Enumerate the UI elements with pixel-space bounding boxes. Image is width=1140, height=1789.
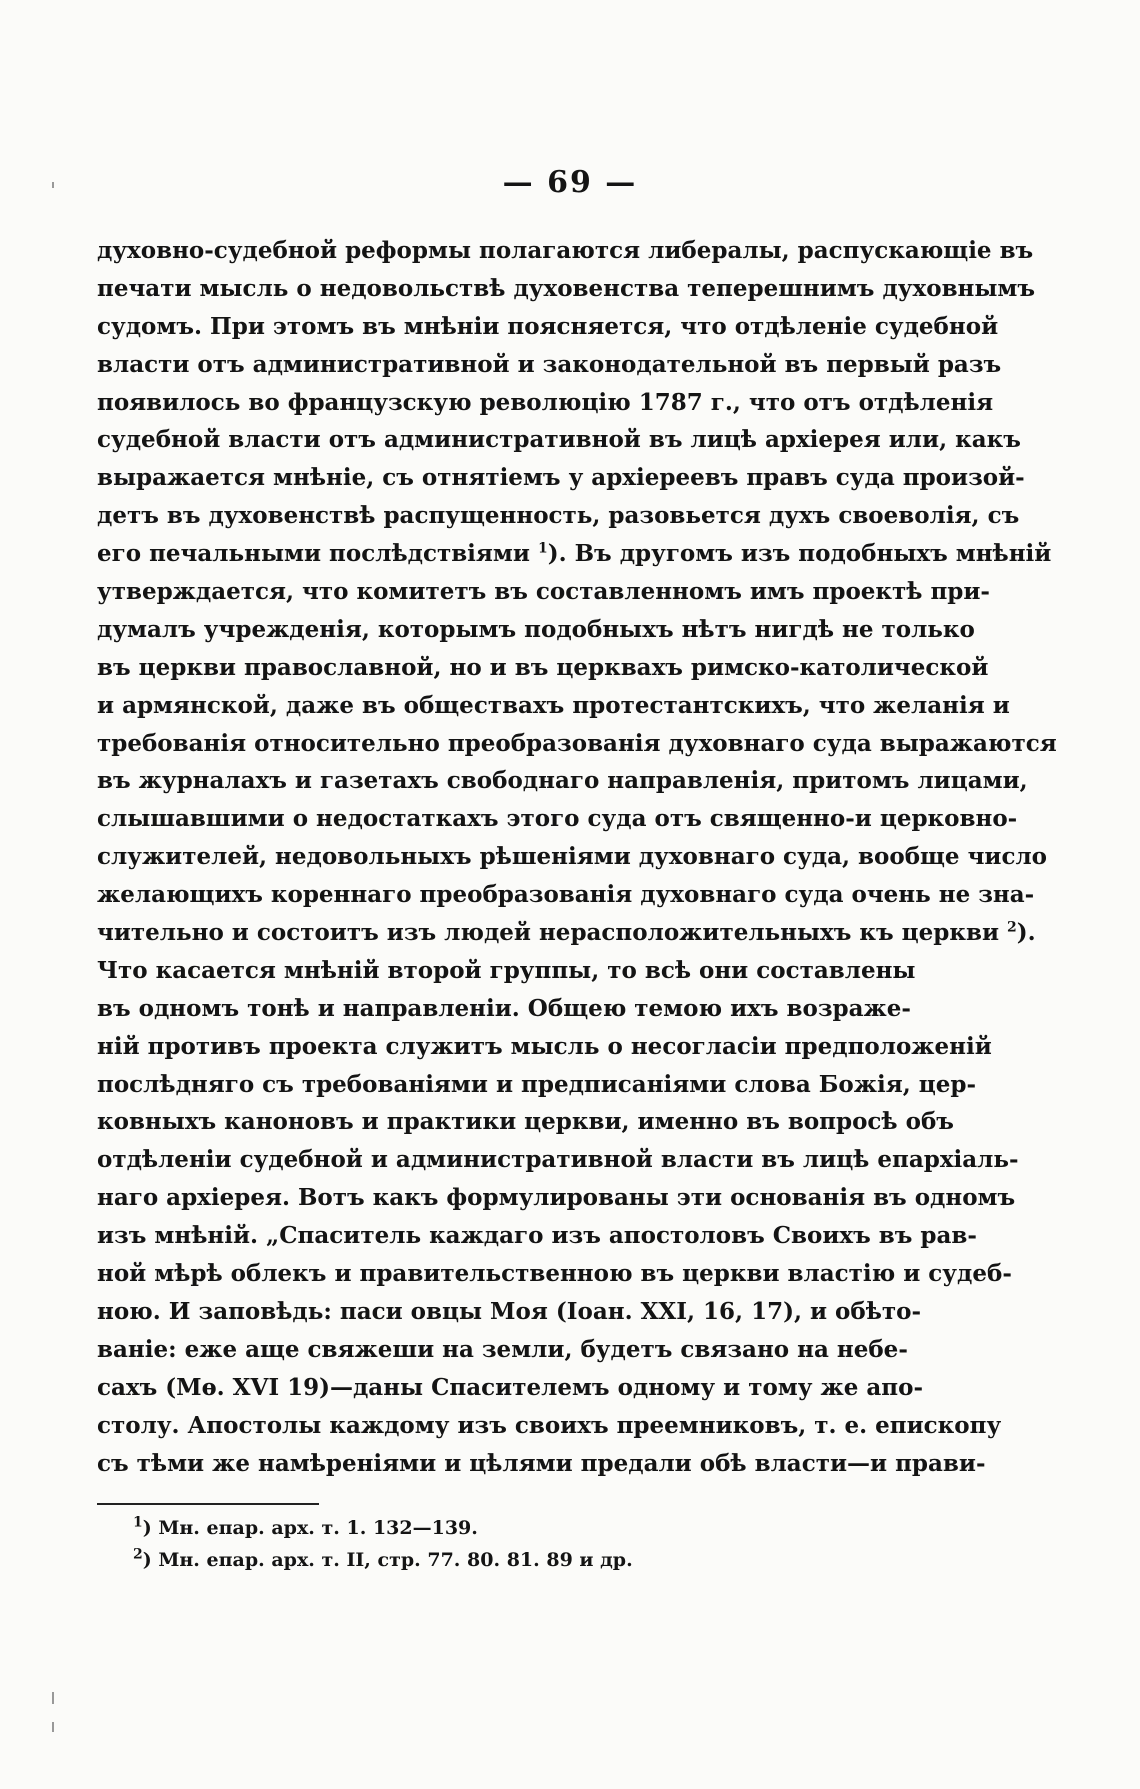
footnote-number: 1 [133,1514,143,1531]
text-fragment: ). [1016,919,1036,947]
text-line: требованія относительно преобразованія духовнаго суда выражаются [97,729,1057,757]
text-fragment: ). Въ другомъ изъ подобныхъ мнѣній [547,540,1052,568]
margin-speck [52,182,54,188]
footnote-divider [97,1503,319,1505]
footnote-2: $^2$) Мн. епар. арх. т. II, стр. 77. 80. 81. 89 и др. [133,1546,633,1571]
text-line: утверждается, что комитетъ въ составленномъ имъ проектѣ при- [97,578,990,606]
text-line: наго архіерея. Вотъ какъ формулированы эти основанія въ одномъ [97,1184,1016,1212]
text-line: думалъ учрежденія, которымъ подобныхъ нѣтъ нигдѣ не только [97,615,975,643]
footnote-1: $^1$) Мн. епар. арх. т. 1. 132—139. [133,1514,478,1539]
footnote-marker: 2 [1007,919,1017,936]
footnote-text: Мн. епар. арх. т. 1. 132—139. [158,1517,478,1539]
text-line: выражается мнѣніе, съ отнятіемъ у архіереевъ правъ суда произой- [97,464,1025,492]
footnote-number: 2 [133,1546,143,1563]
text-line: столу. Апостолы каждому изъ своихъ преемниковъ, т. е. епископу [97,1411,1002,1439]
footnote-marker: 1 [537,540,548,557]
text-line: съ тѣми же намѣреніями и цѣлями предали обѣ власти—и прави- [97,1449,986,1477]
text-line: послѣдняго съ требованіями и предписаніями слова Божія, цер- [97,1070,976,1098]
text-line: въ церкви православной, но и въ церквахъ римско-католической [97,653,989,681]
text-line: появилось во французскую революцію 1787 г., что отъ отдѣленія [97,388,994,416]
page-number: — 69 — [502,165,638,200]
text-line: ной мѣрѣ облекъ и правительственною въ церкви властію и судеб- [97,1260,1012,1288]
text-line: детъ въ духовенствѣ распущенность, разовьется духъ своеволія, съ [97,502,1020,530]
text-line: ною. И заповѣдь: паси овцы Моя (Іоан. XXI, 16, 17), и обѣто- [97,1297,922,1325]
text-line: печати мысль о недовольствѣ духовенства теперешнимъ духовнымъ [97,274,1036,302]
text-line: въ журналахъ и газетахъ свободнаго направленія, притомъ лицами, [97,767,1028,795]
text-line: отдѣленіи судебной и административной власти въ лицѣ епархіаль- [97,1146,1019,1174]
text-fragment: его печальными послѣдствіями [97,540,530,568]
text-line: духовно-судебной реформы полагаются либералы, распускающіе въ [97,237,1034,264]
text-line: въ одномъ тонѣ и направленіи. Общею темою ихъ возраже- [97,994,911,1022]
text-line: сахъ (Мѳ. XVI 19)—даны Спасителемъ одному и тому же апо- [97,1373,923,1401]
text-line: слышавшими о недостаткахъ этого суда отъ священно-и церковно- [97,805,1018,833]
footnotes [133,1512,833,1576]
text-line-with-footnote [97,914,1036,952]
text-line: ковныхъ каноновъ и практики церкви, именно въ вопросѣ объ [97,1108,954,1136]
text-line: власти отъ административной и законодательной въ первый разъ [97,350,1002,378]
text-line-with-footnote [97,535,1052,573]
text-line: изъ мнѣній. „Спаситель каждаго изъ апостоловъ Своихъ въ рав- [97,1222,977,1250]
text-line: Что касается мнѣній второй группы, то всѣ они составлены [97,956,916,984]
text-line: судебной власти отъ административной въ лицѣ архіерея или, какъ [97,426,1021,454]
text-line: судомъ. При этомъ въ мнѣніи поясняется, что отдѣленіе судебной [97,312,999,340]
margin-speck [52,1722,54,1732]
text-line: ваніе: еже аще свяжеши на земли, будетъ связано на небе- [97,1335,908,1363]
footnote-text: Мн. епар. арх. т. II, стр. 77. 80. 81. 89 и др. [158,1549,633,1571]
margin-speck [52,1692,54,1704]
text-line: и армянской, даже въ обществахъ протестантскихъ, что желанія и [97,691,1010,719]
text-line: желающихъ кореннаго преобразованія духовнаго суда очень не зна- [97,881,1035,909]
text-line: служителей, недовольныхъ рѣшеніями духовнаго суда, вообще число [97,843,1048,871]
text-fragment: чительно и состоитъ изъ людей нерасположительныхъ къ церкви [97,919,1000,947]
main-text [97,232,1057,1482]
text-line: ній противъ проекта служитъ мысль о несогласіи предположеній [97,1032,992,1060]
